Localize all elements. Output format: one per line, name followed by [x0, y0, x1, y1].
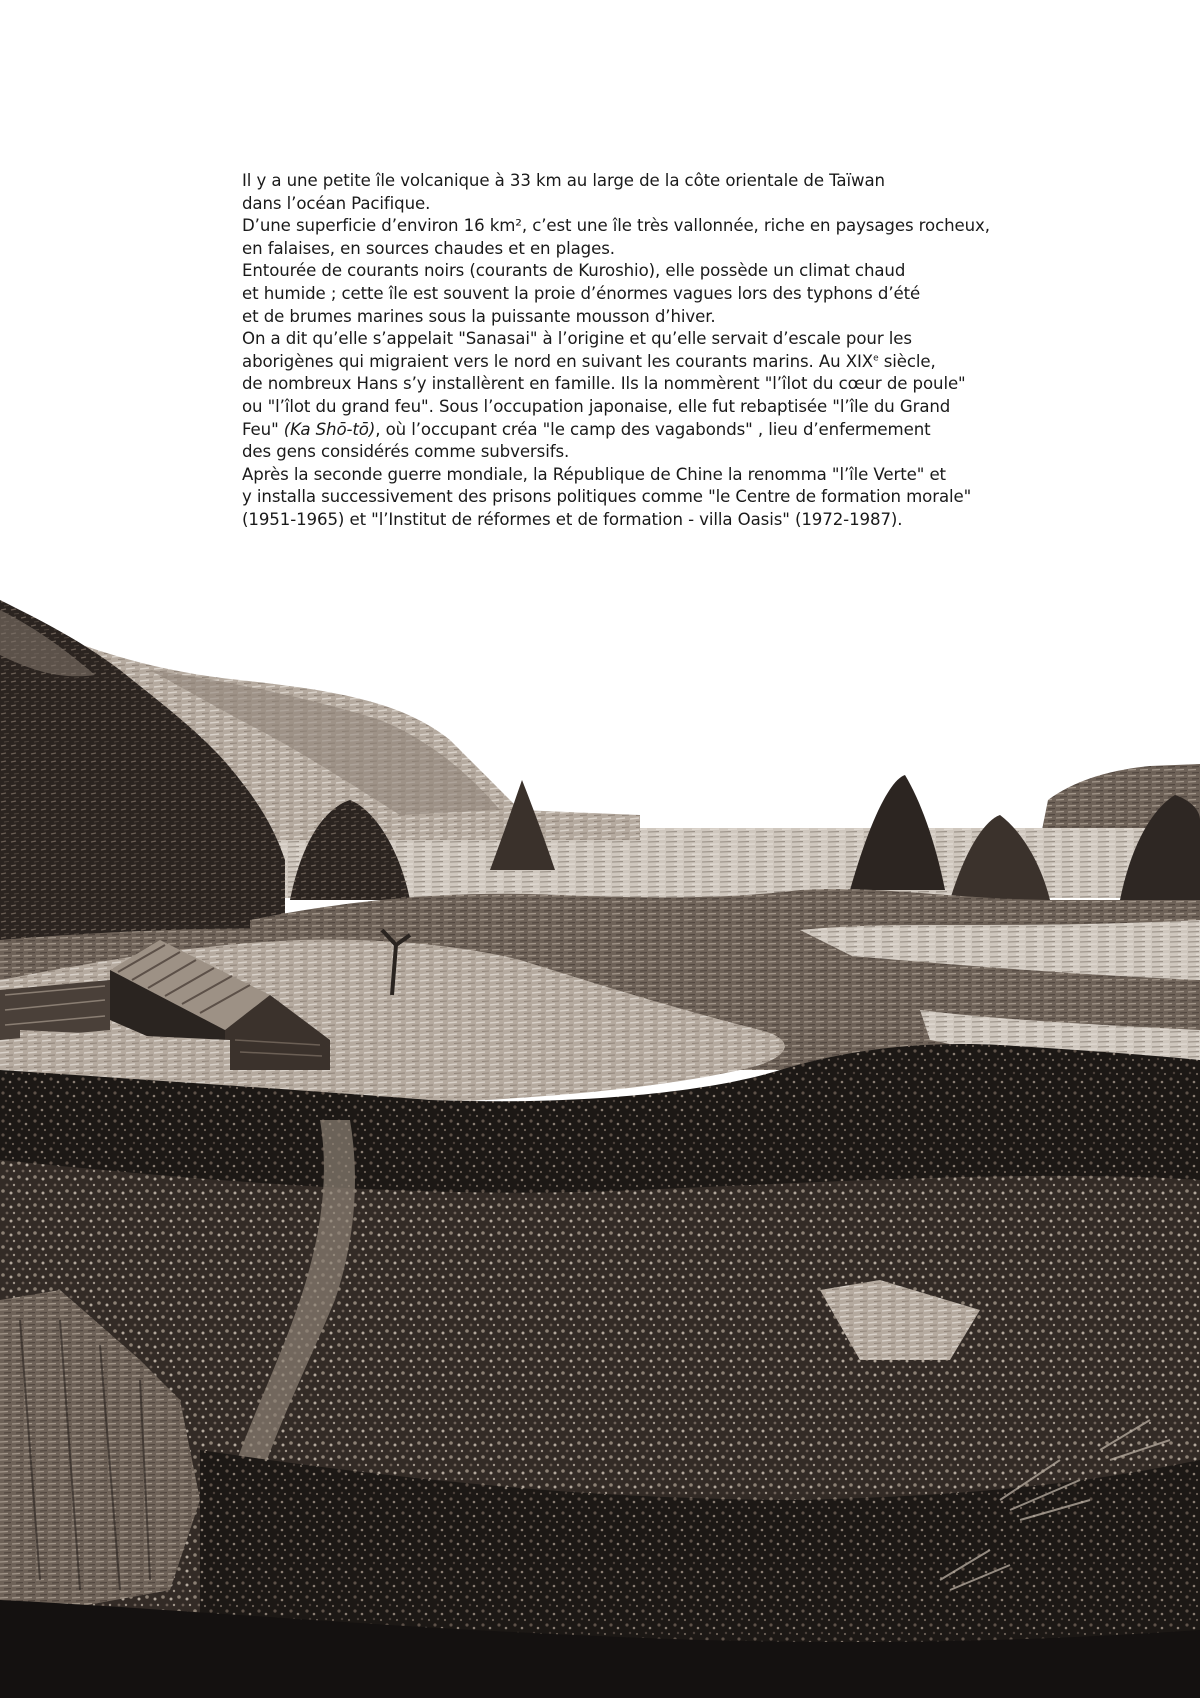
text-segment: Feu" — [242, 419, 284, 439]
text-line — [242, 351, 1082, 374]
text-line: et humide ; cette île est souvent la proie d’énormes vagues lors des typhons d’été — [242, 283, 921, 303]
superscript: e — [873, 353, 879, 364]
intro-text-block — [242, 170, 1082, 532]
text-line: (1951-1965) et "l’Institut de réformes et de formation - villa Oasis" (1972-1987). — [242, 509, 903, 529]
italic-segment: (Ka Shō-tō) — [283, 419, 376, 439]
text-line: de nombreux Hans s’y installèrent en famille. Ils la nommèrent "l’îlot du cœur de poule" — [242, 374, 966, 394]
text-line: y installa successivement des prisons politiques comme "le Centre de formation morale" — [242, 487, 972, 507]
text-line: dans l’océan Pacifique. — [242, 193, 431, 213]
landscape-illustration — [0, 600, 1200, 1698]
text-line: On a dit qu’elle s’appelait "Sanasai" à l’origine et qu’elle servait d’escale pour les — [242, 329, 912, 349]
text-segment: siècle, — [878, 351, 936, 371]
text-line: des gens considérés comme subversifs. — [242, 442, 570, 462]
text-line: Après la seconde guerre mondiale, la République de Chine la renomma "l’île Verte" et — [242, 464, 946, 484]
text-line: D’une superficie d’environ 16 km², c’est une île très vallonnée, riche en paysages rocheux, — [242, 216, 990, 236]
text-line: ou "l’îlot du grand feu". Sous l’occupation japonaise, elle fut rebaptisée "l’île du Grand — [242, 396, 951, 416]
text-line: et de brumes marines sous la puissante mousson d’hiver. — [242, 306, 716, 326]
landscape-svg — [0, 600, 1200, 1698]
text-segment: aborigènes qui migraient vers le nord en suivant les courants marins. Au XIX — [242, 351, 874, 371]
text-line — [242, 419, 1082, 442]
text-line: Il y a une petite île volcanique à 33 km au large de la côte orientale de Taïwan — [242, 171, 885, 190]
text-line: Entourée de courants noirs (courants de Kuroshio), elle possède un climat chaud — [242, 261, 906, 281]
text-line: en falaises, en sources chaudes et en plages. — [242, 238, 615, 258]
text-segment: , où l’occupant créa "le camp des vagabonds" , lieu d’enfermement — [375, 419, 931, 439]
low-wall — [0, 980, 110, 1040]
